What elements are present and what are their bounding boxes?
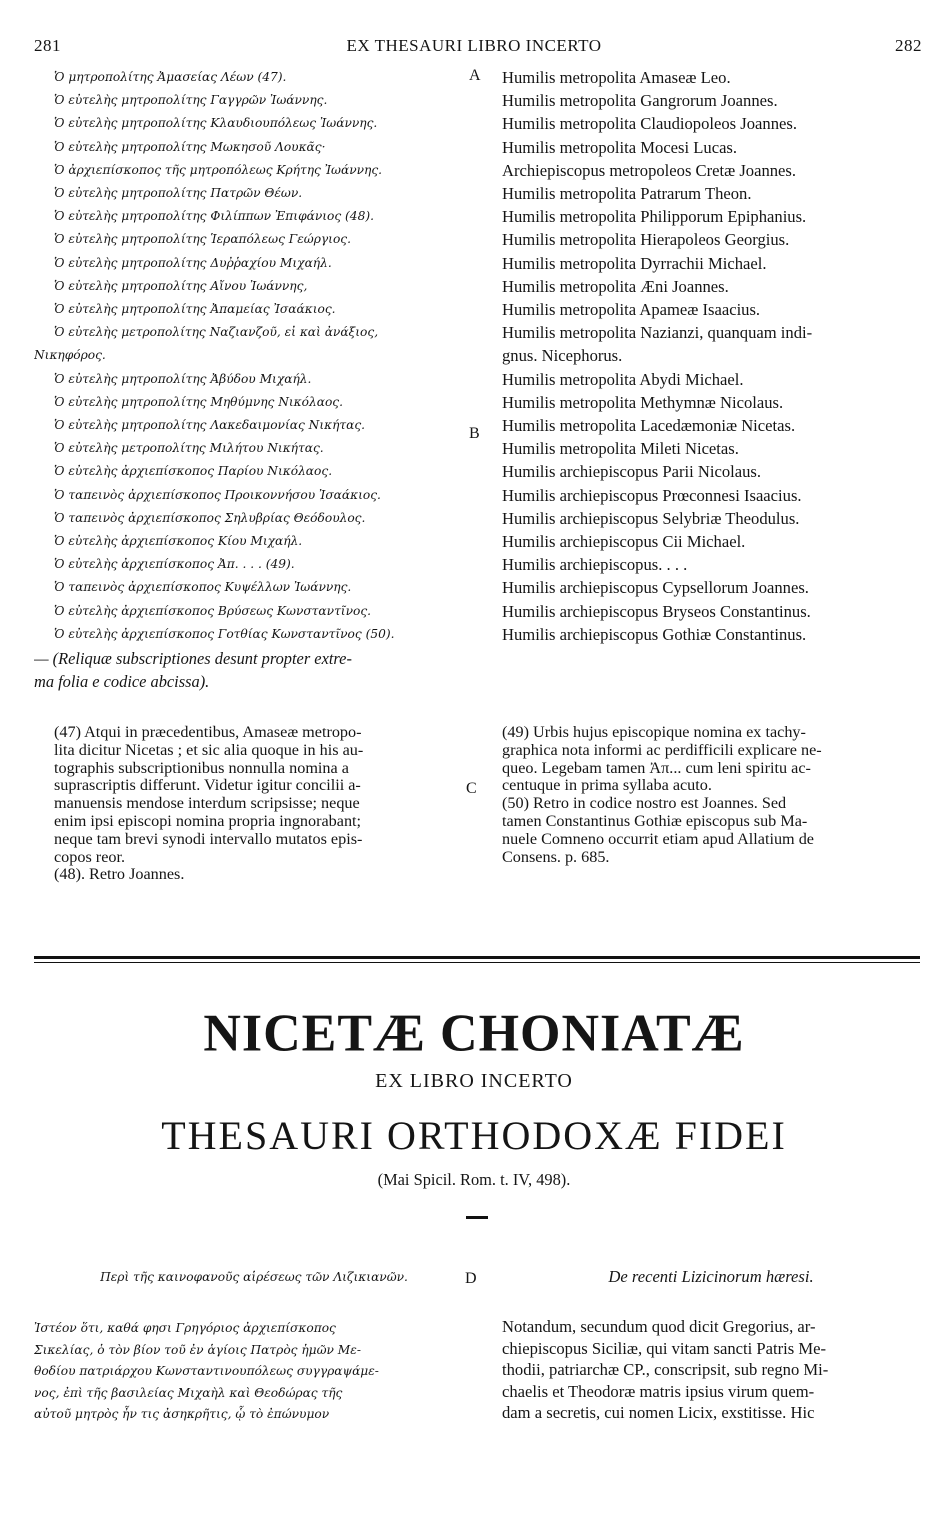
latin-line: Humilis metropolita Æni Joannes. — [502, 276, 729, 296]
greek-line: Ὁ ταπεινὸς ἀρχιεπίσκοπος Προικοννήσου Ἰσαάκιος. — [54, 487, 381, 502]
latin-line: Humilis archiepiscopus Cypsellorum Joannes. — [502, 578, 809, 598]
latin-line: Humilis metropolita Nazianzi, quanquam indi- — [502, 323, 813, 343]
greek-line: Ὁ εὐτελὴς μετροπολίτης Μιλήτου Νικήτας. — [54, 441, 324, 456]
margin-marker-c: C — [466, 780, 477, 797]
section-heading-greek: Περὶ τῆς καινοφανοῦς αἱρέσεως τῶν Λιζικιανῶν. — [100, 1270, 408, 1284]
body-line: Ἰστέον ὅτι, καθά φησι Γρηγόριος ἀρχιεπίσκοπος — [34, 1321, 336, 1335]
latin-line: Humilis metropolita Lacedæmoniæ Nicetas. — [502, 416, 796, 436]
footnote-line: tographis subscriptionibus nonnulla nomina a — [54, 759, 349, 777]
greek-line: Ὁ ἀρχιεπίσκοπος τῆς μητροπόλεως Κρήτης Ἰωάννης. — [54, 162, 383, 177]
margin-marker-a: A — [469, 67, 481, 84]
margin-marker-b: B — [469, 425, 480, 442]
body-line: θοδίου πατριάρχου Κωνσταντινουπόλεως συγγραψάμε- — [34, 1364, 379, 1379]
footnote-line: enim ipsi episcopi nomina propria ingnorabant; — [54, 812, 362, 830]
footnote-line: copos reor. — [54, 848, 126, 866]
page-number-right: 282 — [895, 36, 922, 55]
greek-line: Ὁ εὐτελὴς μητροπολίτης Δυῤῥαχίου Μιχαήλ. — [54, 255, 332, 270]
footnote-line: neque tam brevi synodi intervallo mutatos epis- — [54, 830, 363, 848]
body-line: chiepiscopus Siciliæ, qui vitam sancti Patris Me- — [502, 1338, 826, 1358]
greek-line: Ὁ εὐτελὴς μητροπολίτης Μωκησοῦ Λουκᾶς· — [54, 139, 326, 154]
body-line: αὐτοῦ μητρὸς ἦν τις ἀσηκρῆτις, ᾧ τὸ ἐπώνυμον — [34, 1407, 330, 1422]
work-subtitle: EX LIBRO INCERTO — [375, 1070, 573, 1092]
latin-line: Archiepiscopus metropoleos Cretæ Joannes. — [502, 160, 797, 180]
greek-line: Ὁ εὐτελὴς μητροπολίτης Φιλίππων Ἐπιφάνιος (48). — [54, 209, 374, 224]
greek-line: Ὁ εὐτελὴς μητροπολίτης Γαγγρῶν Ἰωάννης. — [54, 93, 328, 108]
greek-line: Ὁ εὐτελὴς μητροπολίτης Λακεδαιμονίας Νικήτας. — [54, 418, 366, 433]
footnote-line: manuensis mendose interdum scripsisse; neque — [54, 795, 360, 813]
footnote-line: suprascriptis differunt. Videtur igitur concilii a- — [54, 777, 361, 795]
greek-line: Ὁ μητροπολίτης Ἀμασείας Λέων (47). — [54, 70, 287, 84]
work-title: NICETÆ CHONIATÆ — [203, 1004, 745, 1063]
body-text-greek — [34, 1318, 466, 1426]
latin-line: Humilis archiepiscopus Cii Michael. — [502, 532, 746, 552]
margin-marker-d: D — [465, 1270, 477, 1287]
latin-line: Humilis archiepiscopus Prœconnesi Isaacius. — [502, 485, 802, 505]
greek-line: Ὁ εὐτελὴς μετροπολίτης Ναζιανζοῦ, εἰ καὶ ἀνάξιος, — [54, 325, 379, 340]
latin-line: Humilis metropolita Hierapoleos Georgius. — [502, 230, 790, 250]
latin-line: gnus. Nicephorus. — [502, 346, 623, 366]
body-text-latin — [502, 1316, 920, 1424]
greek-subscription-column — [34, 66, 466, 692]
latin-line: Humilis metropolita Apameæ Isaacius. — [502, 300, 761, 320]
body-line: chaelis et Theodoræ matris ipsius virum quem- — [502, 1381, 815, 1401]
greek-line: Ὁ εὐτελὴς ἀρχιεπίσκοπος Κίου Μιχαήλ. — [54, 534, 303, 549]
latin-line: Humilis metropolita Gangrorum Joannes. — [502, 91, 778, 111]
latin-line: Humilis archiepiscopus Selybriæ Theodulus. — [502, 508, 800, 528]
footnote-line: nuele Comneno occurrit etiam apud Allatium de — [502, 830, 814, 848]
greek-line: Ὁ εὐτελὴς μητροπολίτης Αἴνου Ἰωάννης, — [54, 278, 308, 293]
latin-line: Humilis archiepiscopus. . . . — [502, 555, 688, 575]
greek-line: Νικηφόρος. — [34, 348, 106, 363]
footnote-line: (48). Retro Joannes. — [54, 866, 185, 884]
greek-line: Ὁ ταπεινὸς ἀρχιεπίσκοπος Σηλυβρίας Θεόδουλος. — [54, 510, 366, 525]
greek-line: Ὁ εὐτελὴς μητροπολίτης Μηθύμνης Νικόλαος. — [54, 394, 343, 409]
body-line: νος, ἐπὶ τῆς βασιλείας Μιχαὴλ καὶ Θεοδώρας τῆς — [34, 1385, 343, 1400]
body-line: dam a secretis, cui nomen Licix, exstitisse. Hic — [502, 1403, 815, 1423]
footnote-line: tamen Constantinus Gothiæ episcopus sub Ma- — [502, 812, 808, 830]
latin-line: Humilis metropolita Dyrrachii Michael. — [502, 253, 767, 273]
greek-tail-note: ma folia e codice abcissa). — [34, 672, 210, 692]
latin-subscription-column — [502, 66, 920, 646]
latin-line: Humilis metropolita Philipporum Epiphanius. — [502, 207, 807, 227]
greek-line: Ὁ εὐτελὴς μητροπολίτης Ἀπαμείας Ἰσαάκιος. — [54, 302, 336, 317]
greek-line: Ὁ εὐτελὴς μητροπολίτης Κλαυδιουπόλεως Ἰωάννης. — [54, 116, 378, 131]
body-line: Σικελίας, ὁ τὸν βίον τοῦ ἐν ἁγίοις Πατρὸς ἡμῶν Με- — [34, 1342, 361, 1357]
title-dash — [466, 1216, 488, 1219]
greek-line: Ὁ εὐτελὴς ἀρχιεπίσκοπος Γοτθίας Κωνσταντῖνος (50). — [54, 626, 395, 641]
latin-line: Humilis metropolita Mileti Nicetas. — [502, 439, 739, 459]
latin-line: Humilis archiepiscopus Gothiæ Constantinus. — [502, 624, 807, 644]
footnotes-right — [502, 724, 920, 866]
footnotes-left — [54, 724, 458, 884]
footnote-line: (47) Atqui in præcedentibus, Amaseæ metropo- — [54, 724, 362, 741]
greek-line: Ὁ εὐτελὴς μητροπολίτης Ἀβύδου Μιχαήλ. — [54, 371, 312, 386]
footnote-line: (49) Urbis hujus episcopique nomina ex tachy- — [502, 724, 806, 741]
latin-line: Humilis metropolita Claudiopoleos Joannes. — [502, 114, 797, 134]
latin-line: Humilis archiepiscopus Parii Nicolaus. — [502, 462, 762, 482]
work-title-secondary: THESAURI ORTHODOXÆ FIDEI — [161, 1113, 787, 1158]
latin-line: Humilis metropolita Amaseæ Leo. — [502, 68, 731, 87]
greek-line: Ὁ εὐτελὴς μητροπολίτης Πατρῶν Θέων. — [54, 186, 303, 201]
latin-line: Humilis metropolita Methymnæ Nicolaus. — [502, 392, 784, 412]
latin-line: Humilis metropolita Patrarum Theon. — [502, 184, 752, 204]
footnote-line: lita dicitur Nicetas ; et sic alia quoque in his au- — [54, 741, 364, 759]
footnote-line: centuque in prima syllaba acuto. — [502, 777, 712, 795]
page-number-left: 281 — [34, 36, 61, 55]
footnote-line: queo. Legebam tamen Ἀπ... cum leni spiritu ac- — [502, 759, 811, 777]
greek-tail-note: — (Reliquæ subscriptiones desunt propter extre- — [34, 649, 352, 669]
greek-line: Ὁ εὐτελὴς ἀρχιεπίσκοπος Ἀπ. . . . (49). — [54, 557, 295, 572]
body-line: thodii, patriarchæ CP., conscripsit, sub regno Mi- — [502, 1360, 829, 1380]
footnote-line: graphica nota informi ac perdifficili explicare ne- — [502, 741, 822, 759]
divider-thick — [34, 956, 920, 959]
greek-line: Ὁ ταπεινὸς ἀρχιεπίσκοπος Κυψέλλων Ἰωάννης. — [54, 580, 352, 595]
latin-line: Humilis metropolita Abydi Michael. — [502, 369, 744, 389]
body-line: Notandum, secundum quod dicit Gregorius, ar- — [502, 1317, 816, 1336]
divider-thin — [34, 962, 920, 963]
latin-line: Humilis metropolita Mocesi Lucas. — [502, 137, 738, 157]
footnote-line: Consens. p. 685. — [502, 848, 610, 866]
source-citation: (Mai Spicil. Rom. t. IV, 498). — [377, 1170, 571, 1189]
footnote-line: (50) Retro in codice nostro est Joannes. Sed — [502, 795, 787, 813]
latin-line: Humilis archiepiscopus Bryseos Constantinus. — [502, 601, 811, 621]
section-heading-latin: De recenti Lizicinorum hæresi. — [608, 1267, 814, 1286]
running-title: EX THESAURI LIBRO INCERTO — [346, 36, 602, 55]
greek-line: Ὁ εὐτελὴς ἀρχιεπίσκοπος Παρίου Νικόλαος. — [54, 464, 333, 479]
greek-line: Ὁ εὐτελὴς μητροπολίτης Ἱεραπόλεως Γεώργιος. — [54, 232, 351, 247]
greek-line: Ὁ εὐτελὴς ἀρχιεπίσκοπος Βρύσεως Κωνσταντῖνος. — [54, 603, 372, 618]
